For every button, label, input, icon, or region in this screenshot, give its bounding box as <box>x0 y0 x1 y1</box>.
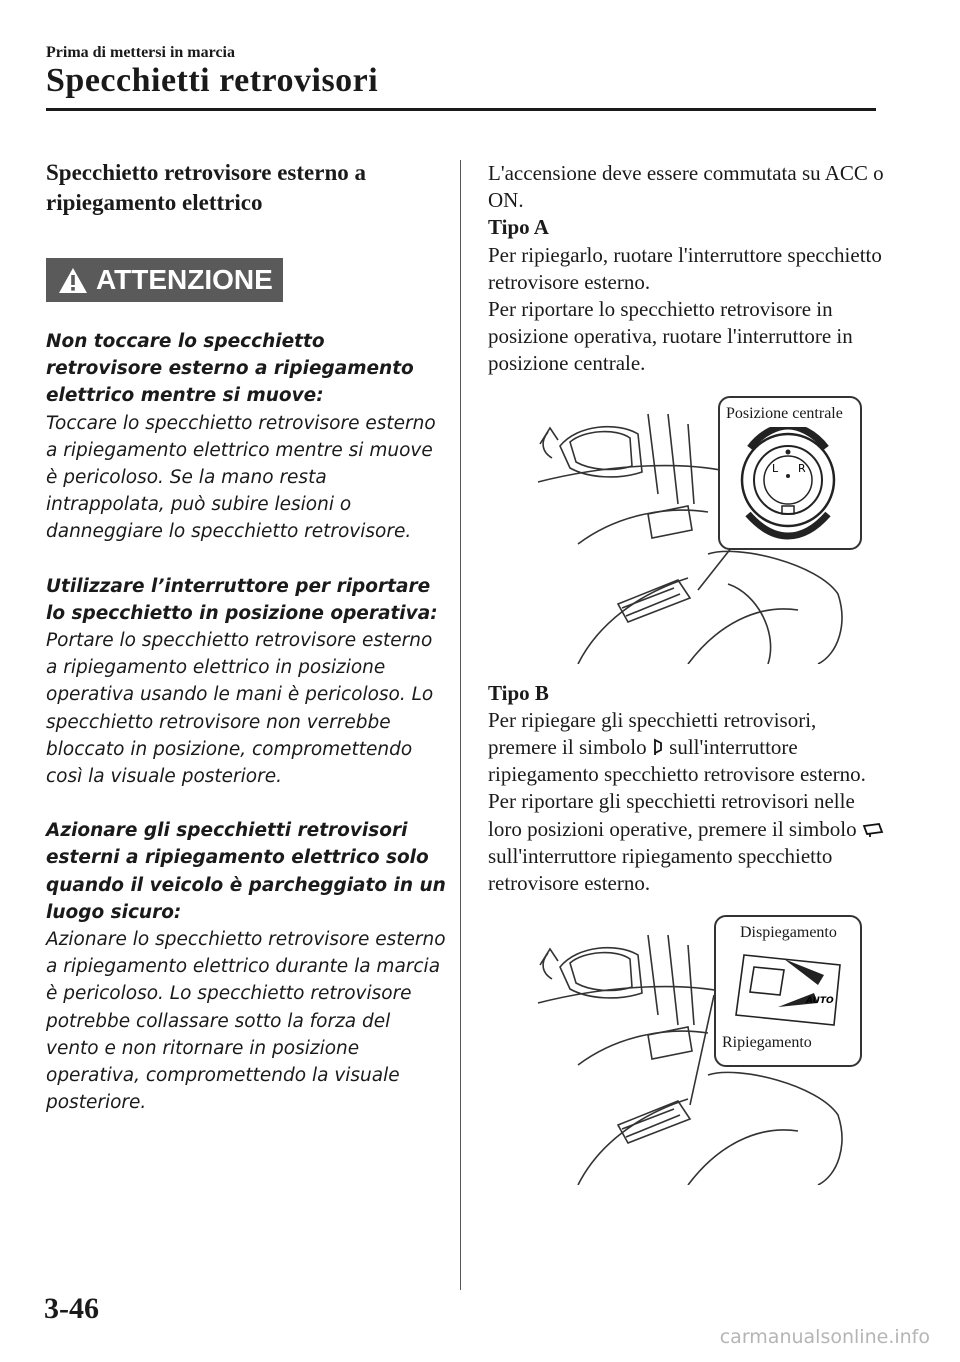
page-number: 3-46 <box>44 1292 99 1325</box>
warning-heading: Non toccare lo specchietto retrovisore esterno a ripiegamento elettrico mentre si muove: <box>46 331 414 407</box>
warning-body: Portare lo specchietto retrovisore esterno a ripiegamento elettrico in posizione operativa usando le mani è pericoloso. Lo specchietto retrovisore non verrebbe bloccato in posizione, compromettendo così la visuale posteriore. <box>46 630 434 788</box>
warning-badge <box>46 258 283 302</box>
left-column <box>46 158 446 1143</box>
right-column <box>488 160 888 1185</box>
mirror-unfold-icon <box>862 820 884 838</box>
watermark: carmanualsonline.info <box>719 1326 930 1348</box>
ignition-note: L'accensione deve essere commutata su ACC o ON. <box>488 161 884 213</box>
type-b-fold-text <box>488 707 888 789</box>
knob-left-label: L <box>772 461 779 475</box>
type-b-fold-text-start: Per ripiegare gli specchietti retrovisori, premere il simbolo <box>488 707 817 760</box>
type-b-unfold-text <box>488 788 888 897</box>
type-a-unfold-text: Per riportare lo specchietto retrovisore in posizione operativa, ruotare l'interruttore in posizione centrale. <box>488 297 853 376</box>
column-divider <box>460 160 461 1290</box>
warning-heading: Utilizzare l’interruttore per riportare lo specchietto in posizione operativa: <box>46 575 438 624</box>
warning-item <box>46 817 446 1116</box>
knob-right-label: R <box>798 461 806 475</box>
warning-body: Azionare lo specchietto retrovisore esterno a ripiegamento elettrico durante la marcia è pericoloso. Lo specchietto retrovisore potrebbe collassare sotto la forza del vento e non ritornare in posizione operativa, compromettendo la visuale posteriore. <box>46 929 446 1114</box>
type-b-unfold-text-start: Per riportare gli specchietti retrovisori nelle loro posizioni operative, premere il simbolo <box>488 789 857 841</box>
subsection-heading: Specchietto retrovisore esterno a ripiegamento elettrico <box>46 160 366 215</box>
type-b-illustration <box>518 915 898 1185</box>
warning-triangle-icon <box>58 267 88 294</box>
warning-body: Toccare lo specchietto retrovisore esterno a ripiegamento elettrico mentre si muove è pericoloso. Se la mano resta intrappolata, può subire lesioni o danneggiare lo specchietto retrovisore. <box>46 412 436 543</box>
center-position-label: Posizione centrale <box>724 400 845 427</box>
type-a-fold-text: Per ripiegarlo, ruotare l'interruttore specchietto retrovisore esterno. <box>488 242 882 294</box>
type-b-heading: Tipo B <box>488 680 549 705</box>
warning-item <box>46 328 446 546</box>
warning-heading: Azionare gli specchietti retrovisori esterni a ripiegamento elettrico solo quando il veicolo è parcheggiato in un luogo sicuro: <box>46 820 446 923</box>
fold-label: Ripiegamento <box>720 1029 814 1056</box>
warning-item <box>46 573 446 791</box>
title-divider <box>46 108 876 111</box>
type-a-illustration <box>518 394 898 664</box>
switch-auto-label: AUTO <box>806 996 834 1007</box>
type-b-fold-text-end: sull'interruttore ripiegamento specchietto retrovisore esterno. <box>488 735 866 787</box>
mirror-fold-icon <box>652 738 664 756</box>
section-label: Prima di mettersi in marcia <box>46 44 235 61</box>
type-b-unfold-text-end: sull'interruttore ripiegamento specchietto retrovisore esterno. <box>488 843 833 896</box>
warning-list <box>46 328 446 1116</box>
warning-label: ATTENZIONE <box>96 264 273 295</box>
type-a-heading: Tipo A <box>488 215 549 240</box>
page-title: Specchietti retrovisori <box>46 62 379 99</box>
unfold-label: Dispiegamento <box>738 919 839 946</box>
